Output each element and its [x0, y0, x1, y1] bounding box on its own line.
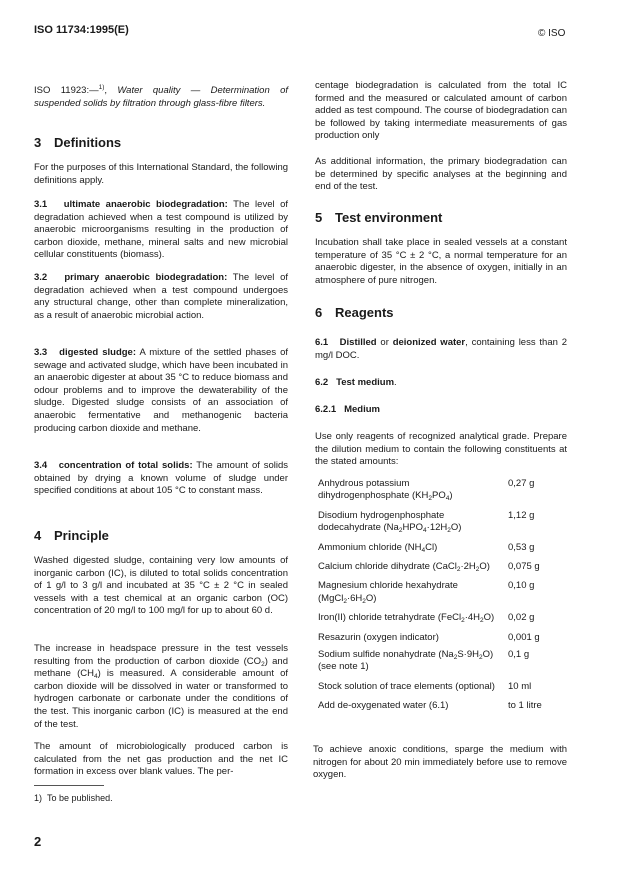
- reagent-name: Magnesium chloride hexahydrate $(MgCl_2\cdot 6H_2O)$: [318, 580, 458, 605]
- reagent-amount: 10 ml: [508, 680, 532, 692]
- term: concentration of total solids:: [58, 460, 193, 471]
- definition-text: The level of degradation achieved when a test compound undergoes any structural change, other than complete mineralization, as a result of anaerobic microbial action.: [34, 272, 288, 321]
- clause-number: 6.2: [315, 377, 329, 388]
- reagent-row: [318, 612, 563, 631]
- normative-reference: ISO 11923:—$^{1)}$, Water quality — Determination of suspended solids by filtration through glass-fibre filters.: [34, 84, 289, 109]
- definition-3-1: [34, 199, 288, 262]
- clause-number: 3.4: [34, 460, 48, 471]
- definition-3-3: [34, 347, 288, 435]
- section-title: Reagents: [335, 305, 394, 320]
- reagent-name: Resazurin (oxygen indicator): [318, 631, 439, 643]
- reagent-amount: 0,075 g: [508, 561, 540, 573]
- reagent-name: Calcium chloride dihydrate $(CaCl_2\cdot 2H_2O)$: [318, 561, 490, 574]
- footnote-number: 1): [34, 793, 43, 803]
- reagent-row: [318, 649, 563, 681]
- clause-number: 3.3: [34, 347, 48, 358]
- reagent-amount: 0,53 g: [508, 541, 535, 553]
- clause-number: 6.1: [315, 337, 329, 348]
- ref-dash: —: [89, 85, 99, 97]
- clause-number: 6.2.1: [315, 404, 337, 415]
- ref-number: ISO 11923:: [34, 85, 90, 97]
- section-title: Test environment: [335, 210, 443, 225]
- additional-information: As additional information, the primary biodegradation can be determined by specific analyses at the beginning and end of the test.: [315, 156, 567, 193]
- reagent-row: [318, 580, 563, 612]
- reagent-name: Disodium hydrogenphosphate dodecahydrate $(Na_2HPO_4\cdot 12H_2O)$: [318, 509, 462, 535]
- term: ultimate anaerobic biodegradation:: [63, 199, 228, 210]
- reagent-row: [318, 700, 563, 712]
- section-number: 4: [34, 528, 42, 543]
- clause-number: 3.1: [34, 199, 48, 210]
- clause-6-2: 6.2 Test medium.: [315, 377, 397, 388]
- definition-3-4: [34, 460, 288, 498]
- definition-text: A mixture of the settled phases of sewage and activated sludge, which have been incubated in an anaerobic digester at about 35 °C to reduce biomass and odour problems and to improve the dewaterability of the sludge. Digested sludge consists of an association of anaerobic fermentative and methanogenic bacteria producing carbon dioxide and methane.: [34, 347, 288, 434]
- principle-paragraph-2: The increase in headspace pressure in the test vessels resulting from the production of carbon dioxide $(CO_2)$ and methane $(CH_4)$ is measured. A considerable amount of carbon dioxide will be dissolved in water or transformed to hydrogen carbonate or carbonate under the conditions of the test. This inorganic carbon (IC) is measured at the end of the test.: [34, 643, 288, 730]
- test-environment-text: Incubation shall take place in sealed vessels at a constant temperature of 35 °C ± 2 °C, a normal temperature for an anaerobic digester, in the absence of oxygen, initially in an atmosphere of pure nitrogen.: [315, 237, 567, 286]
- section-3-intro: For the purposes of this International Standard, the following definitions apply.: [34, 162, 289, 186]
- section-6-heading: [315, 305, 394, 320]
- reagent-amount: 0,1 g: [508, 649, 530, 661]
- section-number: 5: [315, 210, 323, 225]
- section-3-heading: [34, 135, 121, 150]
- page-number: 2: [34, 834, 42, 849]
- ref-footnote-mark: 1): [98, 84, 105, 91]
- section-title: Definitions: [54, 135, 122, 150]
- reagent-row: [318, 510, 563, 542]
- clause-6-2-1: 6.2.1 Medium: [315, 404, 380, 415]
- definition-3-2: [34, 272, 288, 322]
- section-number: 6: [315, 305, 323, 320]
- section-title: Principle: [54, 528, 109, 543]
- reagent-amount: 0,27 g: [508, 478, 535, 489]
- standard-id: ISO 11734:1995(E): [34, 24, 129, 36]
- reagent-name: Iron(II) chloride tetrahydrate $(FeCl_2\cdot 4H_2O)$: [318, 612, 495, 625]
- reagent-name: Add de-oxygenated water (6.1): [318, 700, 449, 712]
- reagent-name: Stock solution of trace elements (optional): [318, 680, 495, 692]
- anoxic-conditions-text: To achieve anoxic conditions, sparge the medium with nitrogen for about 20 min immediately before use to remove oxygen.: [313, 744, 567, 781]
- reagent-table: [318, 478, 563, 713]
- reagent-amount: 0,02 g: [508, 612, 535, 624]
- reagent-amount: 0,001 g: [508, 631, 540, 643]
- reagent-name: Anhydrous potassium dihydrogenphosphate $(KH_2PO_4)$: [318, 478, 453, 503]
- definition-text: The level of degradation achieved when a test compound is utilized by anaerobic microorganisms resulting in the production of carbon dioxide, methane, mineral salts and new microbial cellular constituents (biomass).: [34, 199, 289, 261]
- principle-continuation: centage biodegradation is calculated from the total IC formed and the measured or calculated amount of carbon added as test compound. The course of biodegradation can be followed by taking intermediate measurements of gas production only: [315, 80, 567, 142]
- reagent-amount: 1,12 g: [508, 509, 535, 521]
- section-5-heading: [315, 210, 442, 225]
- copyright-mark: © ISO: [538, 28, 566, 39]
- footnote-text: To be published.: [47, 793, 113, 803]
- section-number: 3: [34, 135, 42, 150]
- section-4-heading: [34, 528, 109, 543]
- term: digested sludge:: [59, 347, 136, 358]
- reagent-row: [318, 478, 563, 510]
- ref-title: Water quality — Determination of suspended solids by filtration through glass-fibre filters.: [34, 85, 289, 109]
- reagent-name: Sodium sulfide nonahydrate $(Na_2S\cdot 9H_2O)$ (see note 1): [318, 649, 494, 673]
- clause-number: 3.2: [34, 272, 48, 283]
- footnote-rule: [34, 785, 104, 786]
- reagent-row: [318, 561, 563, 580]
- reagent-row: [318, 681, 563, 700]
- reagent-row: [318, 632, 563, 649]
- footnote: [34, 792, 113, 805]
- reagent-row: [318, 542, 563, 561]
- reagent-amount: 0,10 g: [508, 580, 535, 592]
- medium-instructions: Use only reagents of recognized analytical grade. Prepare the dilution medium to contain the following constituents at the stated amounts:: [315, 431, 567, 468]
- definition-text: The amount of solids obtained by drying a known volume of sludge under specified conditions at about 105 °C to constant mass.: [34, 460, 288, 497]
- principle-paragraph-1: Washed digested sludge, containing very low amounts of inorganic carbon (IC), is diluted to total solids concentration of 1 g/l to 3 g/l and incubated at 35 °C ± 2 °C in sealed vessels with a test chemical at an organic carbon (OC) concentration of 20 mg/l to 100 mg/l for up to about 60 d.: [34, 555, 288, 617]
- term: primary anaerobic biodegradation:: [64, 272, 228, 283]
- principle-paragraph-3: The amount of microbiologically produced carbon is calculated from the net gas production and the net IC formation in excess over blank values. The per-: [34, 741, 288, 778]
- clause-6-1: 6.1 Distilled or deionized water, containing less than 2 mg/l DOC.: [315, 337, 567, 361]
- reagent-name: Ammonium chloride $(NH_4Cl)$: [318, 541, 438, 554]
- reagent-amount: to 1 litre: [508, 700, 542, 712]
